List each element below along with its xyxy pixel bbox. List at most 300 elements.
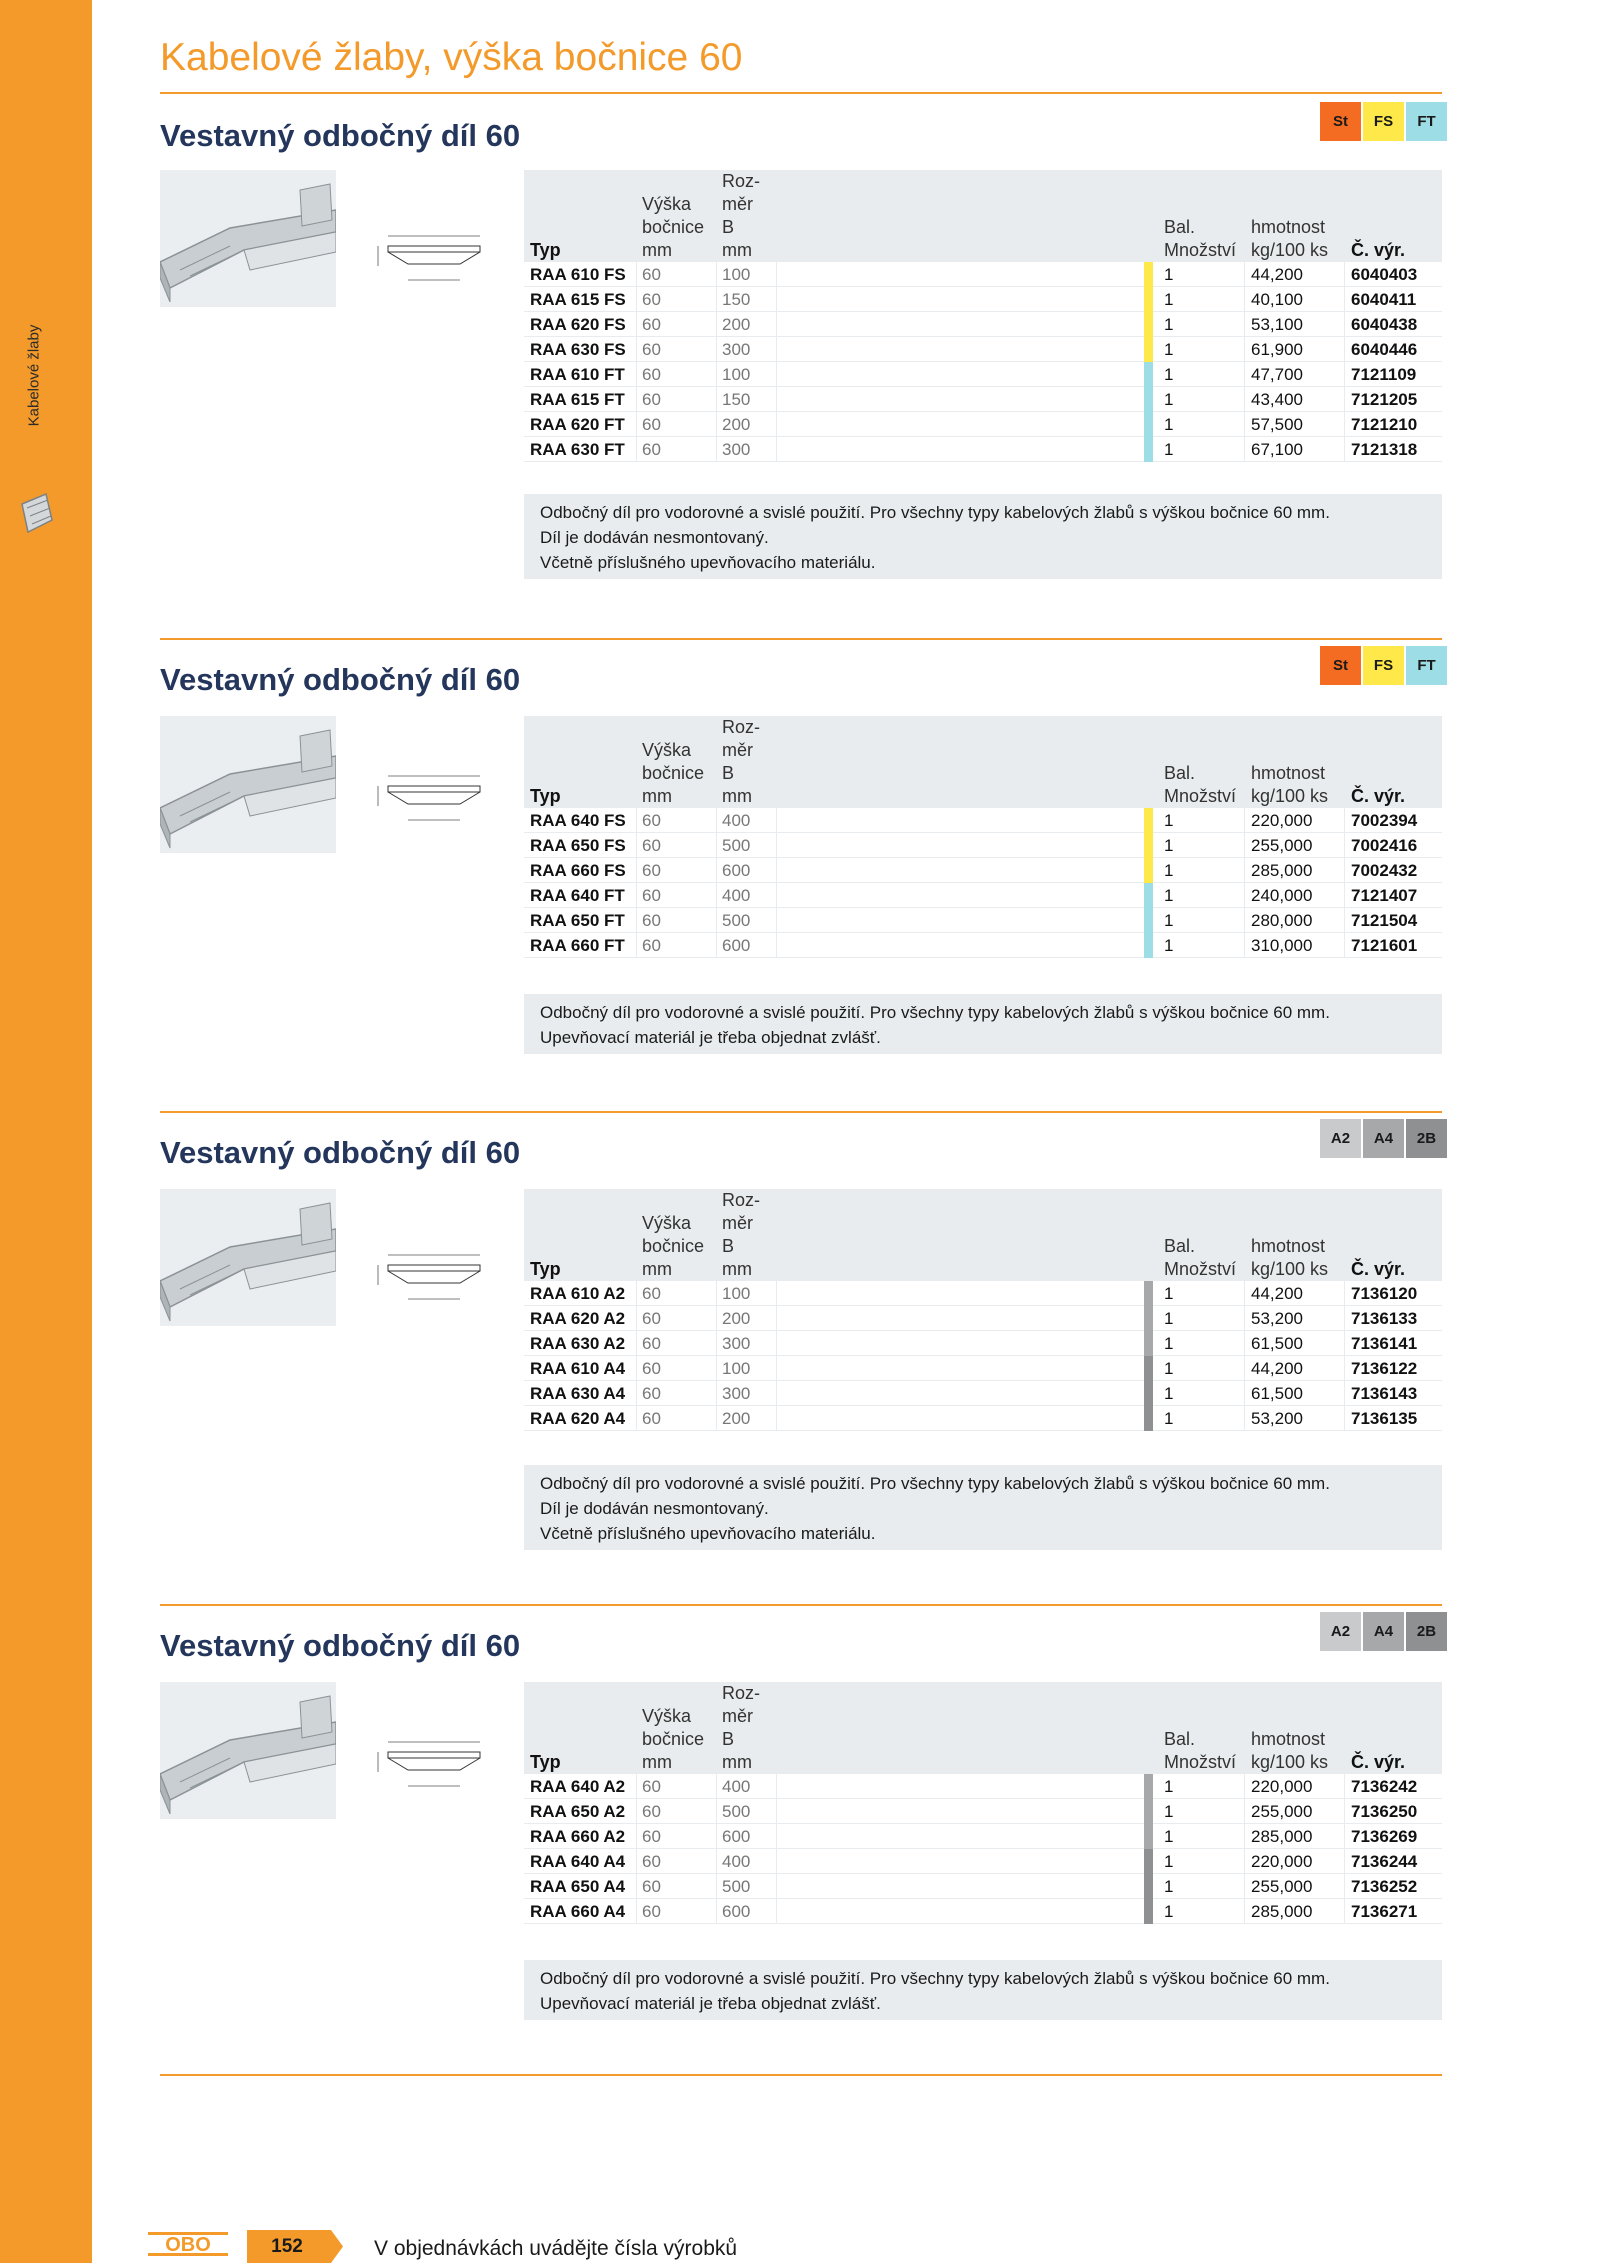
table-row [524, 287, 1442, 312]
cell-typ: RAA 640 A4 [530, 1852, 626, 1871]
cell-cislo: 7002394 [1351, 811, 1418, 830]
note-line: Včetně příslušného upevňovacího materiálu. [540, 1524, 876, 1543]
material-marker [1144, 362, 1153, 387]
cell-divider [776, 1406, 777, 1431]
header-line: Č. výr. [1351, 1259, 1406, 1279]
cell-vyska: 60 [642, 1309, 661, 1328]
cell-baleni: 1 [1164, 340, 1174, 359]
cell-vyska: 60 [642, 1777, 661, 1796]
cell-vyska: 60 [642, 1384, 661, 1403]
cell-divider [1244, 287, 1245, 312]
cell-divider [716, 1799, 717, 1824]
material-badge: FS [1363, 102, 1404, 141]
header-vyska [642, 1705, 704, 1774]
cell-baleni: 1 [1164, 861, 1174, 880]
cell-hmotnost: 61,500 [1251, 1384, 1303, 1403]
cell-rozmer: 100 [722, 1284, 751, 1303]
cell-divider [716, 1306, 717, 1331]
header-line: B [722, 1729, 735, 1749]
header-rozmer [722, 716, 760, 808]
header-typ [530, 1751, 561, 1774]
cell-vyska: 60 [642, 415, 661, 434]
cell-divider [636, 908, 637, 933]
cell-baleni: 1 [1164, 1409, 1174, 1428]
product-section [160, 92, 1442, 572]
cell-rozmer: 500 [722, 911, 751, 930]
cell-baleni: 1 [1164, 415, 1174, 434]
cell-divider [716, 1874, 717, 1899]
cell-typ: RAA 640 FT [530, 886, 625, 905]
cell-divider [776, 1799, 777, 1824]
header-rozmer [722, 170, 760, 262]
material-badge: A2 [1320, 1612, 1361, 1651]
table-header [524, 716, 1442, 808]
side-tab-label: Kabelové žlaby [25, 324, 43, 426]
cell-divider [1344, 1774, 1345, 1799]
cell-divider [1344, 362, 1345, 387]
table-row [524, 808, 1442, 833]
material-marker [1144, 858, 1153, 883]
cell-divider [1344, 833, 1345, 858]
material-marker [1144, 1799, 1153, 1824]
product-section [160, 1111, 1442, 1551]
cell-baleni: 1 [1164, 290, 1174, 309]
header-typ [530, 785, 561, 808]
cell-vyska: 60 [642, 886, 661, 905]
material-badges [1320, 1612, 1447, 1651]
cell-typ: RAA 640 FS [530, 811, 626, 830]
cell-typ: RAA 620 A2 [530, 1309, 626, 1328]
cell-divider [776, 883, 777, 908]
header-line: Bal. [1164, 1729, 1196, 1749]
cell-divider [1344, 412, 1345, 437]
header-line: bočnice [642, 763, 705, 783]
cell-rozmer: 150 [722, 390, 751, 409]
cell-rozmer: 500 [722, 1877, 751, 1896]
cell-divider [1244, 1356, 1245, 1381]
cell-hmotnost: 310,000 [1251, 936, 1313, 955]
cell-hmotnost: 240,000 [1251, 886, 1313, 905]
dimension-drawing-icon [368, 1241, 508, 1321]
cell-vyska: 60 [642, 1827, 661, 1846]
cell-cislo: 7136141 [1351, 1334, 1418, 1353]
header-line: Č. výr. [1351, 1752, 1406, 1772]
cell-divider [776, 1874, 777, 1899]
cell-typ: RAA 610 FS [530, 265, 626, 284]
cell-typ: RAA 660 A4 [530, 1902, 626, 1921]
material-marker [1144, 1381, 1153, 1406]
header-line: Výška [642, 1706, 692, 1726]
cell-divider [1244, 387, 1245, 412]
table-row [524, 1874, 1442, 1899]
cell-cislo: 7002432 [1351, 861, 1418, 880]
material-marker [1144, 808, 1153, 833]
cell-divider [1244, 362, 1245, 387]
cell-cislo: 7136250 [1351, 1802, 1418, 1821]
table-row [524, 437, 1442, 462]
cell-vyska: 60 [642, 365, 661, 384]
cell-baleni: 1 [1164, 1802, 1174, 1821]
material-badge: St [1320, 646, 1361, 685]
cell-divider [636, 833, 637, 858]
header-line: Množství [1164, 1259, 1237, 1279]
cell-divider [1244, 437, 1245, 462]
table-row [524, 1799, 1442, 1824]
header-line: Množství [1164, 1752, 1237, 1772]
material-badge: FT [1406, 646, 1447, 685]
header-line: B [722, 217, 735, 237]
cell-divider [1244, 1306, 1245, 1331]
cell-vyska: 60 [642, 1334, 661, 1353]
header-line: B [722, 763, 735, 783]
cell-divider [716, 387, 717, 412]
cell-vyska: 60 [642, 1409, 661, 1428]
cell-baleni: 1 [1164, 1384, 1174, 1403]
cell-divider [636, 933, 637, 958]
cell-cislo: 6040438 [1351, 315, 1418, 334]
header-line: Roz- [722, 1683, 761, 1703]
cell-rozmer: 400 [722, 811, 751, 830]
cell-divider [716, 1774, 717, 1799]
header-line: mm [642, 1752, 672, 1772]
note-line: Díl je dodáván nesmontovaný. [540, 528, 769, 547]
header-cislo [1351, 785, 1405, 808]
cell-baleni: 1 [1164, 1827, 1174, 1846]
cell-rozmer: 300 [722, 440, 751, 459]
cell-typ: RAA 650 A4 [530, 1877, 626, 1896]
cell-hmotnost: 61,900 [1251, 340, 1303, 359]
header-line: kg/100 ks [1251, 1752, 1329, 1772]
header-hmotnost [1251, 1728, 1328, 1774]
material-marker [1144, 1874, 1153, 1899]
cell-cislo: 7121210 [1351, 415, 1418, 434]
header-line: mm [642, 1259, 672, 1279]
page-title: Kabelové žlaby, výška bočnice 60 [160, 36, 743, 79]
cell-vyska: 60 [642, 1902, 661, 1921]
cell-hmotnost: 44,200 [1251, 265, 1303, 284]
cell-typ: RAA 610 A2 [530, 1284, 626, 1303]
header-line: kg/100 ks [1251, 1259, 1329, 1279]
cell-divider [716, 437, 717, 462]
material-marker [1144, 262, 1153, 287]
tray-image-icon [160, 716, 336, 853]
cell-divider [636, 883, 637, 908]
cell-divider [1244, 833, 1245, 858]
cell-divider [1244, 808, 1245, 833]
cell-vyska: 60 [642, 911, 661, 930]
material-marker [1144, 1774, 1153, 1799]
cell-cislo: 7121318 [1351, 440, 1418, 459]
cell-typ: RAA 630 FT [530, 440, 625, 459]
cell-hmotnost: 53,200 [1251, 1409, 1303, 1428]
tray-image-icon [160, 1189, 336, 1326]
note-line: Upevňovací materiál je třeba objednat zvlášť. [540, 1028, 881, 1047]
header-baleni [1164, 762, 1236, 808]
cell-divider [636, 262, 637, 287]
cell-typ: RAA 630 A4 [530, 1384, 626, 1403]
bottom-rule [160, 2074, 1442, 2076]
header-vyska [642, 1212, 704, 1281]
cell-vyska: 60 [642, 440, 661, 459]
cell-cislo: 7136122 [1351, 1359, 1418, 1378]
cell-hmotnost: 57,500 [1251, 415, 1303, 434]
header-line: kg/100 ks [1251, 240, 1329, 260]
table-row [524, 1824, 1442, 1849]
cell-divider [636, 1306, 637, 1331]
cell-baleni: 1 [1164, 365, 1174, 384]
cell-cislo: 7121109 [1351, 365, 1417, 384]
header-line: měr [722, 194, 753, 214]
cell-rozmer: 400 [722, 1852, 751, 1871]
cell-rozmer: 300 [722, 340, 751, 359]
cell-divider [1244, 1849, 1245, 1874]
cell-cislo: 7136252 [1351, 1877, 1418, 1896]
cell-vyska: 60 [642, 265, 661, 284]
section-notes [524, 494, 1442, 579]
cell-cislo: 7121205 [1351, 390, 1418, 409]
cell-divider [776, 1824, 777, 1849]
cell-divider [776, 1331, 777, 1356]
cell-divider [1244, 1874, 1245, 1899]
header-line: hmotnost [1251, 763, 1326, 783]
cell-baleni: 1 [1164, 1852, 1174, 1871]
dimension-drawing-icon [368, 1728, 508, 1808]
header-line: Bal. [1164, 1236, 1196, 1256]
cell-divider [776, 262, 777, 287]
cell-cislo: 7136120 [1351, 1284, 1418, 1303]
cell-cislo: 7002416 [1351, 836, 1418, 855]
cell-divider [1344, 1381, 1345, 1406]
cell-typ: RAA 630 FS [530, 340, 626, 359]
cell-rozmer: 200 [722, 1309, 751, 1328]
technical-drawing [368, 1728, 508, 1808]
cell-rozmer: 100 [722, 1359, 751, 1378]
cell-hmotnost: 43,400 [1251, 390, 1303, 409]
cell-divider [716, 337, 717, 362]
note-line: Odbočný díl pro vodorovné a svislé použití. Pro všechny typy kabelových žlabů s výškou bočnice 60 mm. [540, 1474, 1330, 1493]
material-marker [1144, 1824, 1153, 1849]
cell-rozmer: 100 [722, 365, 751, 384]
header-cislo [1351, 1751, 1405, 1774]
header-line: Roz- [722, 717, 761, 737]
header-line: měr [722, 740, 753, 760]
cell-divider [636, 312, 637, 337]
cell-rozmer: 600 [722, 861, 751, 880]
product-section [160, 1604, 1442, 2044]
cell-divider [716, 1381, 717, 1406]
cell-divider [776, 1381, 777, 1406]
cell-baleni: 1 [1164, 1359, 1174, 1378]
cell-baleni: 1 [1164, 886, 1174, 905]
cell-typ: RAA 610 A4 [530, 1359, 626, 1378]
cell-divider [776, 908, 777, 933]
product-table [524, 1189, 1442, 1431]
cell-divider [1244, 883, 1245, 908]
header-hmotnost [1251, 216, 1328, 262]
header-rozmer [722, 1682, 760, 1774]
cell-typ: RAA 620 FS [530, 315, 626, 334]
cell-hmotnost: 285,000 [1251, 1827, 1313, 1846]
cell-divider [636, 1774, 637, 1799]
header-line: Typ [530, 1752, 561, 1772]
cell-baleni: 1 [1164, 315, 1174, 334]
cell-hmotnost: 220,000 [1251, 1777, 1313, 1796]
header-line: B [722, 1236, 735, 1256]
cell-divider [636, 1331, 637, 1356]
cell-baleni: 1 [1164, 265, 1174, 284]
table-row [524, 1899, 1442, 1924]
cell-divider [1244, 1381, 1245, 1406]
material-badges [1320, 102, 1447, 141]
cell-divider [776, 1306, 777, 1331]
cell-typ: RAA 650 FS [530, 836, 626, 855]
table-row [524, 1406, 1442, 1431]
cell-divider [636, 1381, 637, 1406]
cell-divider [716, 1281, 717, 1306]
cell-rozmer: 400 [722, 886, 751, 905]
product-photo [160, 170, 336, 307]
header-line: Bal. [1164, 217, 1196, 237]
cell-hmotnost: 53,100 [1251, 315, 1303, 334]
material-marker [1144, 437, 1153, 462]
cell-divider [716, 808, 717, 833]
header-baleni [1164, 1728, 1236, 1774]
cell-divider [1244, 858, 1245, 883]
cell-divider [1344, 1281, 1345, 1306]
cell-hmotnost: 280,000 [1251, 911, 1313, 930]
material-badge: 2B [1406, 1119, 1447, 1158]
table-header [524, 1189, 1442, 1281]
section-rule [160, 1111, 1442, 1113]
obo-logo [148, 2230, 228, 2258]
table-row [524, 883, 1442, 908]
table-row [524, 933, 1442, 958]
cell-rozmer: 100 [722, 265, 751, 284]
cell-divider [1344, 1874, 1345, 1899]
tray-image-icon [160, 170, 336, 307]
cell-cislo: 7136135 [1351, 1409, 1418, 1428]
cell-rozmer: 600 [722, 1902, 751, 1921]
cell-typ: RAA 630 A2 [530, 1334, 626, 1353]
cell-divider [776, 312, 777, 337]
header-line: hmotnost [1251, 1729, 1326, 1749]
cell-cislo: 6040411 [1351, 290, 1417, 309]
cell-cislo: 7136143 [1351, 1384, 1418, 1403]
cell-typ: RAA 660 FS [530, 861, 626, 880]
cell-divider [636, 437, 637, 462]
cell-typ: RAA 650 FT [530, 911, 625, 930]
dimension-drawing-icon [368, 222, 508, 302]
cell-divider [716, 1849, 717, 1874]
header-line: mm [722, 240, 752, 260]
cell-divider [716, 858, 717, 883]
cell-divider [1244, 1824, 1245, 1849]
footer-text: V objednávkách uvádějte čísla výrobků [374, 2237, 738, 2260]
cell-divider [636, 1281, 637, 1306]
cell-divider [776, 1899, 777, 1924]
section-notes [524, 994, 1442, 1054]
cell-hmotnost: 255,000 [1251, 1802, 1313, 1821]
header-cislo [1351, 1258, 1405, 1281]
cell-divider [636, 387, 637, 412]
cell-typ: RAA 610 FT [530, 365, 625, 384]
section-notes [524, 1465, 1442, 1550]
header-line: bočnice [642, 1236, 705, 1256]
note-line: Upevňovací materiál je třeba objednat zvlášť. [540, 1994, 881, 2013]
material-marker [1144, 1306, 1153, 1331]
cell-hmotnost: 255,000 [1251, 836, 1313, 855]
cell-rozmer: 150 [722, 290, 751, 309]
cell-vyska: 60 [642, 315, 661, 334]
cell-cislo: 7121504 [1351, 911, 1418, 930]
cell-divider [636, 858, 637, 883]
cell-baleni: 1 [1164, 1309, 1174, 1328]
cell-divider [716, 1406, 717, 1431]
header-line: Typ [530, 1259, 561, 1279]
material-marker [1144, 412, 1153, 437]
note-line: Včetně příslušného upevňovacího materiálu. [540, 553, 876, 572]
header-line: mm [642, 240, 672, 260]
material-marker [1144, 1356, 1153, 1381]
product-photo [160, 1682, 336, 1819]
technical-drawing [368, 762, 508, 842]
header-line: Typ [530, 240, 561, 260]
table-row [524, 1774, 1442, 1799]
cell-hmotnost: 67,100 [1251, 440, 1303, 459]
cell-hmotnost: 61,500 [1251, 1334, 1303, 1353]
cell-baleni: 1 [1164, 936, 1174, 955]
cell-divider [636, 362, 637, 387]
note-line: Odbočný díl pro vodorovné a svislé použití. Pro všechny typy kabelových žlabů s výškou bočnice 60 mm. [540, 1969, 1330, 1988]
header-hmotnost [1251, 1235, 1328, 1281]
cell-baleni: 1 [1164, 1284, 1174, 1303]
header-line: Č. výr. [1351, 240, 1406, 260]
cell-typ: RAA 660 A2 [530, 1827, 626, 1846]
table-row [524, 1356, 1442, 1381]
header-line: Bal. [1164, 763, 1196, 783]
material-marker [1144, 1899, 1153, 1924]
cell-cislo: 7136269 [1351, 1827, 1418, 1846]
header-line: Výška [642, 740, 692, 760]
table-row [524, 1381, 1442, 1406]
cell-baleni: 1 [1164, 1902, 1174, 1921]
technical-drawing [368, 1241, 508, 1321]
product-table [524, 1682, 1442, 1924]
cell-divider [636, 1849, 637, 1874]
material-marker [1144, 1849, 1153, 1874]
cell-rozmer: 400 [722, 1777, 751, 1796]
material-badge: A2 [1320, 1119, 1361, 1158]
cell-hmotnost: 47,700 [1251, 365, 1303, 384]
cell-divider [716, 883, 717, 908]
cell-divider [1344, 908, 1345, 933]
header-vyska [642, 193, 704, 262]
product-photo [160, 716, 336, 853]
cell-cislo: 7121601 [1351, 936, 1418, 955]
cell-divider [716, 287, 717, 312]
cell-divider [636, 1874, 637, 1899]
material-badge: FT [1406, 102, 1447, 141]
cell-divider [1244, 1406, 1245, 1431]
material-marker [1144, 1406, 1153, 1431]
header-line: Množství [1164, 240, 1237, 260]
cell-divider [1344, 312, 1345, 337]
material-marker [1144, 883, 1153, 908]
header-line: Roz- [722, 1190, 761, 1210]
material-marker [1144, 833, 1153, 858]
header-line: Roz- [722, 171, 761, 191]
cell-typ: RAA 620 A4 [530, 1409, 626, 1428]
